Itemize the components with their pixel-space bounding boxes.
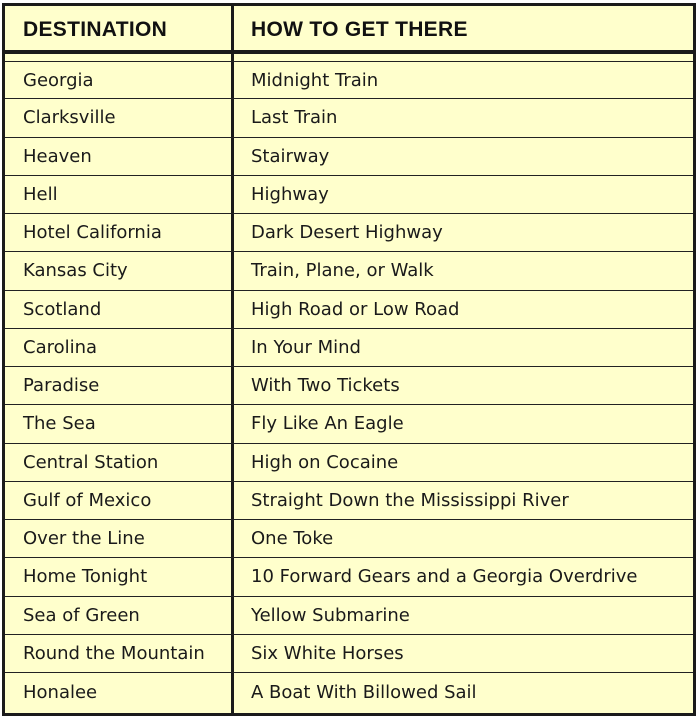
how-to-get-there-cell: Last Train xyxy=(251,107,338,129)
destination-cell: Hell xyxy=(23,183,58,205)
table-row xyxy=(5,520,693,558)
how-to-get-there-cell: Dark Desert Highway xyxy=(251,222,443,244)
destination-cell: Paradise xyxy=(23,375,100,397)
destination-cell: Hotel California xyxy=(23,222,162,244)
how-to-get-there-cell: High Road or Low Road xyxy=(251,298,460,320)
how-to-get-there-cell: With Two Tickets xyxy=(251,375,400,397)
destination-cell: Round the Mountain xyxy=(23,642,205,664)
table-body xyxy=(5,61,693,711)
how-to-get-there-cell: 10 Forward Gears and a Georgia Overdrive xyxy=(251,566,638,588)
destination-cell: Gulf of Mexico xyxy=(23,489,152,511)
how-to-get-there-cell: In Your Mind xyxy=(251,336,361,358)
table-row xyxy=(5,558,693,596)
destination-cell: Honalee xyxy=(23,681,98,703)
destination-cell: The Sea xyxy=(23,413,96,435)
destination-cell: Clarksville xyxy=(23,107,116,129)
how-to-get-there-cell: One Toke xyxy=(251,528,334,550)
destination-cell: Georgia xyxy=(23,69,94,91)
table-header xyxy=(5,6,693,54)
table-row xyxy=(5,214,693,252)
how-to-get-there-cell: Yellow Submarine xyxy=(251,604,410,626)
table-row xyxy=(5,597,693,635)
table-row xyxy=(5,367,693,405)
table-row xyxy=(5,405,693,443)
destination-cell: Over the Line xyxy=(23,528,145,550)
how-to-get-there-cell: Fly Like An Eagle xyxy=(251,413,404,435)
how-to-get-there-cell: High on Cocaine xyxy=(251,451,399,473)
table-row xyxy=(5,176,693,214)
how-to-get-there-cell: Highway xyxy=(251,183,329,205)
how-to-get-there-cell: Straight Down the Mississippi River xyxy=(251,489,569,511)
destination-cell: Scotland xyxy=(23,298,102,320)
destination-cell: Kansas City xyxy=(23,260,128,282)
table-row xyxy=(5,61,693,99)
how-to-get-there-cell: Midnight Train xyxy=(251,69,379,91)
table-row xyxy=(5,673,693,711)
table-row xyxy=(5,329,693,367)
destination-cell: Central Station xyxy=(23,451,159,473)
destination-cell: Heaven xyxy=(23,145,92,167)
table-row xyxy=(5,99,693,137)
table-row xyxy=(5,635,693,673)
header-destination: DESTINATION xyxy=(23,18,168,41)
how-to-get-there-cell: Stairway xyxy=(251,145,330,167)
table-row xyxy=(5,252,693,290)
table-row xyxy=(5,482,693,520)
how-to-get-there-cell: Six White Horses xyxy=(251,642,404,664)
destination-cell: Carolina xyxy=(23,336,98,358)
table-row xyxy=(5,291,693,329)
destination-table xyxy=(2,3,696,716)
destination-cell: Sea of Green xyxy=(23,604,140,626)
destination-cell: Home Tonight xyxy=(23,566,148,588)
table-row xyxy=(5,444,693,482)
table-row xyxy=(5,138,693,176)
how-to-get-there-cell: A Boat With Billowed Sail xyxy=(251,681,477,703)
how-to-get-there-cell: Train, Plane, or Walk xyxy=(251,260,434,282)
header-how-to-get-there: HOW TO GET THERE xyxy=(251,18,468,41)
